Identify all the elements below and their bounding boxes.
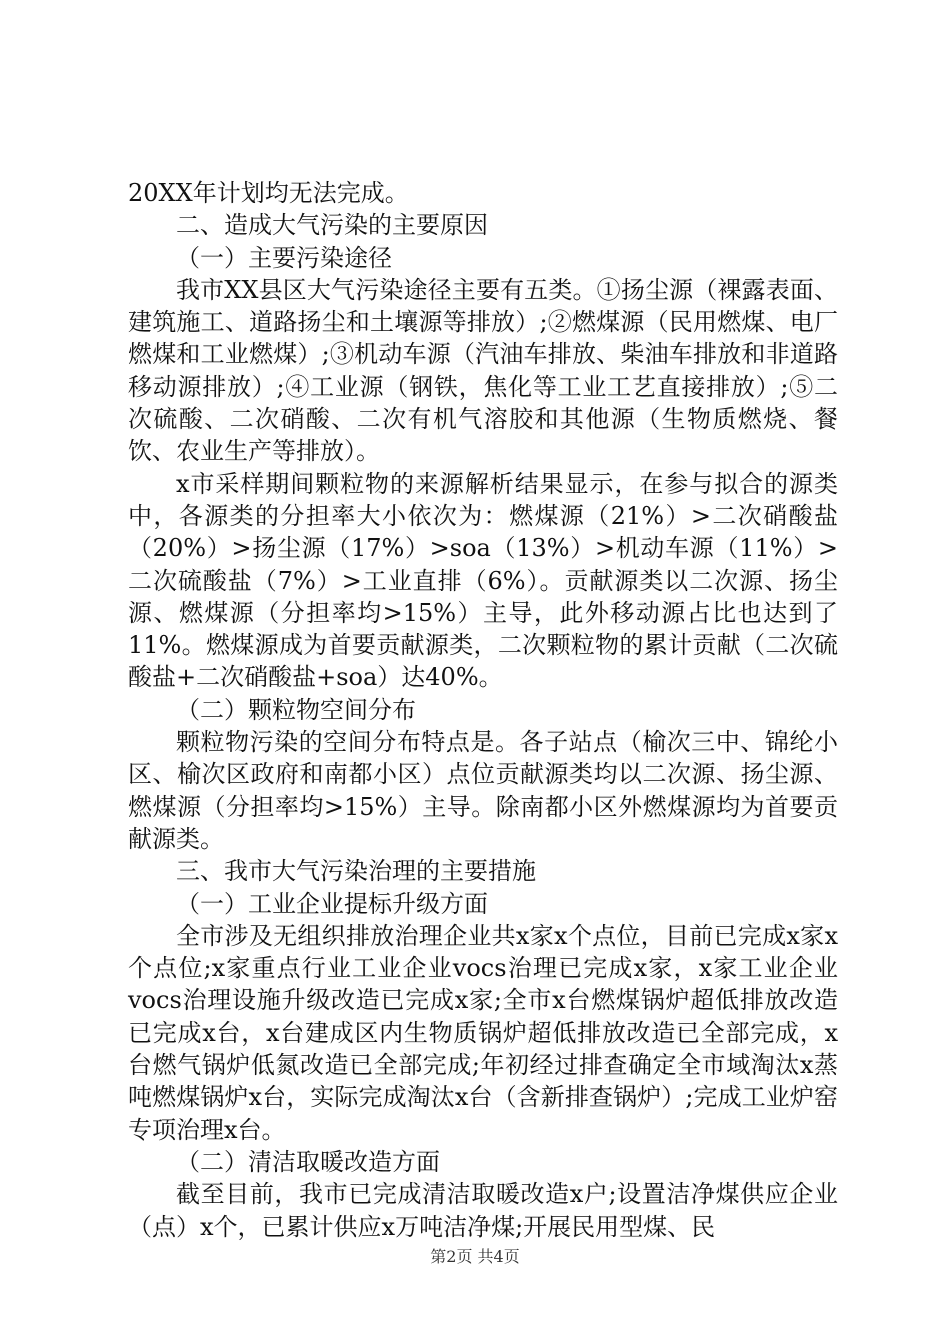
page-footer: 第2页 共4页 [430,1247,520,1266]
subsection-heading-3-2: （二）清洁取暖改造方面 [176,1147,440,1176]
paragraph-industrial-upgrades: 全市涉及无组织排放治理企业共x家x个点位，目前已完成x家x个点位;x家重点行业工业企业vocs治理已完成x家，x家工业企业vocs治理设施升级改造已完成x家;全市x台燃煤锅炉超低排放改造已完成x台，x台建成区内生物质锅炉超低排放改造已全部完成，x台燃气锅炉低氮改造已全部完成;年初经过排查确定全市域淘汰x蒸吨燃煤锅炉x台，实际完成淘汰x台（含新排查锅炉）;完成工业炉窑专项治理x台。 [128,921,838,1144]
paragraph-continuation: 20XX年计划均无法完成。 [128,179,409,207]
paragraph-pollution-routes: 我市XX县区大气污染途径主要有五类。①扬尘源（裸露表面、建筑施工、道路扬尘和土壤源等排放）;②燃煤源（民用燃煤、电厂燃煤和工业燃煤）;③机动车源（汽油车排放、柴油车排放和非道路移动源排放）;④工业源（钢铁，焦化等工业工艺直接排放）;⑤二次硫酸、二次硝酸、二次有机气溶胶和其他源（生物质燃烧、餐饮、农业生产等排放）。 [128,275,838,466]
subsection-heading-3-1: （一）工业企业提标升级方面 [176,889,488,918]
document-body [128,177,838,1243]
paragraph-source-analysis: x市采样期间颗粒物的来源解析结果显示，在参与拟合的源类中，各源类的分担率大小依次为：燃煤源（21%）>二次硝酸盐（20%）>扬尘源（17%）>soa（13%）>机动车源（11%）>二次硫酸盐（7%）>工业直排（6%）。贡献源类以二次源、扬尘源、燃煤源（分担率均>15%）主导，此外移动源占比也达到了11%。燃煤源成为首要贡献源类，二次颗粒物的累计贡献（二次硫酸盐+二次硝酸盐+soa）达40%。 [128,469,838,692]
section-heading-2: 二、造成大气污染的主要原因 [176,211,488,240]
section-heading-3: 三、我市大气污染治理的主要措施 [176,857,536,886]
paragraph-clean-heating: 截至目前，我市已完成清洁取暖改造x户;设置洁净煤供应企业（点）x个，已累计供应x万吨洁净煤;开展民用型煤、民 [128,1180,838,1241]
paragraph-spatial-distribution: 颗粒物污染的空间分布特点是。各子站点（榆次三中、锦纶小区、榆次区政府和南都小区）点位贡献源类均以二次源、扬尘源、燃煤源（分担率均>15%）主导。除南都小区外燃煤源均为首要贡献源类。 [128,728,838,853]
subsection-heading-2-1: （一）主要污染途径 [176,243,392,272]
subsection-heading-2-2: （二）颗粒物空间分布 [176,695,416,724]
